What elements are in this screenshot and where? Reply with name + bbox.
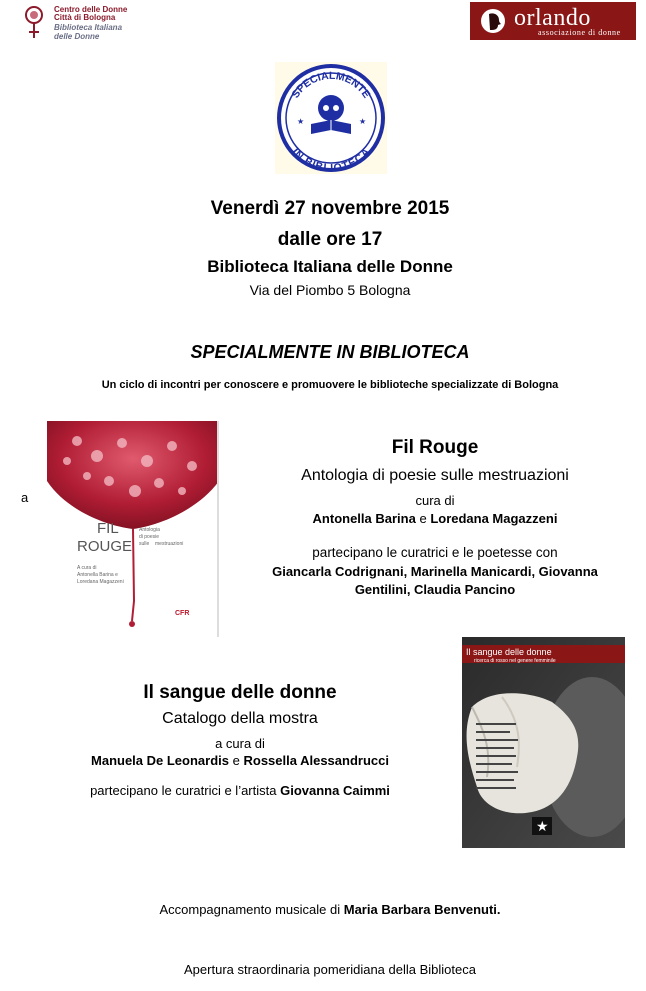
profile-silhouette-icon: [480, 8, 506, 34]
cover-editors: Antonella Barina e: [77, 572, 118, 578]
music-performer: Maria Barbara Benvenuti.: [343, 902, 501, 917]
book1-editor-1: Antonella Barina: [312, 511, 416, 526]
book1-editors: [230, 511, 640, 526]
book1-editor-2: Loredana Magazzeni: [430, 511, 558, 526]
music-prefix: Accompagnamento musicale di: [159, 902, 341, 917]
book1-participate: partecipano le curatrici e le poetesse con: [312, 545, 558, 560]
sangue-donne-cover: [462, 637, 625, 848]
book2-artist: Giovanna Caimmi: [280, 783, 390, 798]
cover-small-3: sulle: [139, 541, 150, 547]
logo-line-1: Centro delle Donne: [54, 5, 128, 14]
book1-names-line-2: Gentilini, Claudia Pancino: [354, 582, 516, 597]
book2-editor-1: Manuela De Leonardis: [91, 753, 229, 768]
book1-cura: cura di: [415, 493, 455, 508]
cover2-subtitle: ricerca di rosso nel genere femminile: [474, 658, 556, 664]
event-venue: Biblioteca Italiana delle Donne: [207, 257, 453, 276]
stray-letter: a: [21, 490, 29, 505]
cover-publisher: CFR: [175, 610, 190, 617]
centro-donne-logo: [20, 4, 160, 46]
book1-names: [230, 563, 640, 599]
music-line: [0, 902, 646, 917]
event-address: Via del Piombo 5 Bologna: [249, 282, 411, 298]
svg-text:★: ★: [297, 117, 305, 126]
event-date: Venerdì 27 novembre 2015: [210, 198, 450, 219]
book2-participate: [40, 783, 440, 798]
opening-line: Apertura straordinaria pomeridiana della Biblioteca: [184, 962, 476, 977]
badge-top-text: SPECIALMENTE: [289, 69, 373, 101]
cover-title-2: ROUGE: [77, 538, 133, 555]
book2-subtitle: Catalogo della mostra: [162, 710, 318, 727]
cover2-title: Il sangue delle donne: [466, 647, 552, 657]
series-subtitle: Un ciclo di incontri per conoscere e promuovere le biblioteche specializzate di Bologna: [101, 379, 559, 391]
badge-bottom-text: IN BIBLIOTECA: [289, 146, 373, 174]
orlando-subtitle: associazione di donne: [538, 28, 621, 37]
orlando-logo: [470, 2, 636, 40]
cover-small-4: mestruazioni: [155, 541, 184, 547]
orlando-word: orlando: [514, 5, 591, 31]
event-time: dalle ore 17: [277, 229, 383, 250]
cover-title-1: FIL: [97, 520, 119, 537]
book1-subtitle: Antologia di poesie sulle mestruazioni: [301, 467, 569, 484]
book2-title: Il sangue delle donne: [143, 682, 337, 703]
cover-a-cura: A cura di: [77, 565, 97, 571]
svg-text:★: ★: [536, 818, 549, 834]
series-title: SPECIALMENTE IN BIBLIOTECA: [190, 342, 470, 362]
cover-small-1: Antologia: [139, 527, 160, 533]
logo-line-3: Biblioteca Italiana: [54, 23, 123, 32]
logo-line-4: delle Donne: [54, 32, 100, 41]
fil-rouge-cover: [47, 421, 219, 637]
book2-editor-2: Rossella Alessandrucci: [243, 753, 389, 768]
cloth-photo-image: [462, 637, 625, 848]
book1-title: Fil Rouge: [391, 437, 479, 458]
pomegranate-image: [47, 421, 219, 637]
cover-editors-2: Loredana Magazzeni: [77, 579, 124, 585]
logo-line-2: Città di Bologna: [54, 13, 116, 22]
book2-editors: [40, 753, 440, 768]
book1-conj: e: [419, 511, 427, 526]
book2-cura: a cura di: [215, 736, 265, 751]
svg-text:★: ★: [359, 117, 367, 126]
book2-participate-text: partecipano le curatrici e l’artista: [90, 783, 277, 798]
book1-names-line-1: Giancarla Codrignani, Marinella Manicardi, Giovanna: [272, 564, 598, 579]
book2-conj: e: [232, 753, 240, 768]
female-symbol-icon: [22, 4, 48, 44]
cover-small-2: di poesie: [139, 534, 160, 540]
specialmente-badge-icon: [275, 62, 387, 174]
